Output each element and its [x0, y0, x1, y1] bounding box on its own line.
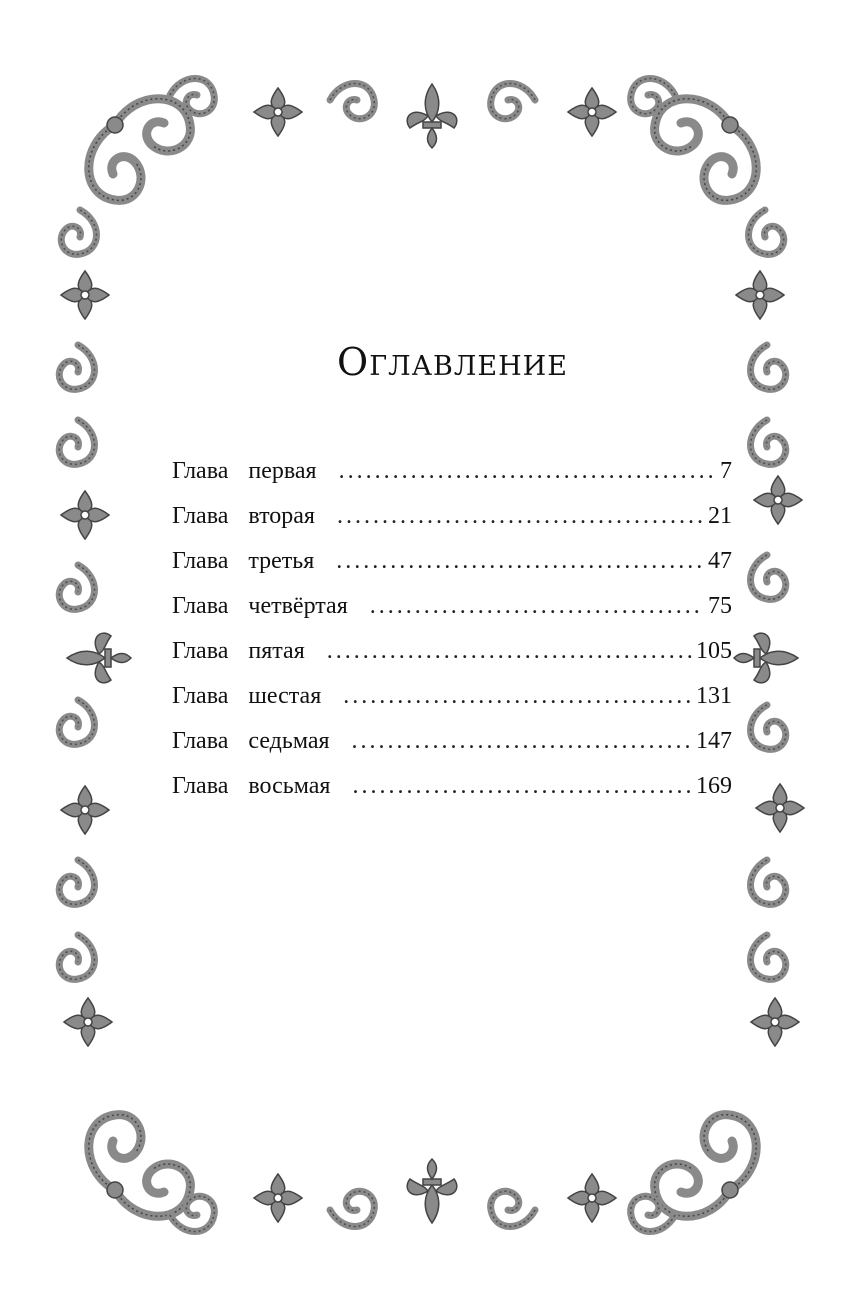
toc-entry[interactable] — [172, 728, 732, 773]
page-number: 105 — [696, 638, 732, 664]
chapter-name: первая — [248, 458, 317, 484]
chapter-label: Глава — [172, 683, 229, 709]
page-number: 131 — [696, 683, 732, 709]
dot-leader — [336, 548, 704, 575]
toc-entry[interactable] — [172, 683, 732, 728]
dot-leader — [352, 773, 692, 800]
table-of-contents — [172, 458, 732, 818]
chapter-label: Глава — [172, 503, 229, 529]
page-title: Оглавление — [337, 340, 568, 384]
chapter-label: Глава — [172, 593, 229, 619]
toc-entry[interactable] — [172, 458, 732, 503]
chapter-name: восьмая — [248, 773, 331, 799]
dot-leader — [339, 458, 716, 485]
chapter-label: Глава — [172, 458, 229, 484]
chapter-name: седьмая — [248, 728, 330, 754]
toc-entry[interactable] — [172, 548, 732, 593]
dot-leader — [337, 503, 704, 530]
chapter-name: четвёртая — [248, 593, 348, 619]
chapter-name: шестая — [248, 683, 322, 709]
page-number: 47 — [708, 548, 732, 574]
dot-leader — [327, 638, 692, 665]
toc-entry[interactable] — [172, 503, 732, 548]
chapter-name: третья — [248, 548, 315, 574]
dot-leader — [352, 728, 692, 755]
toc-entry[interactable] — [172, 773, 732, 818]
page-number: 75 — [708, 593, 732, 619]
page-number: 169 — [696, 773, 732, 799]
page-number: 147 — [696, 728, 732, 754]
dot-leader — [343, 683, 692, 710]
chapter-label: Глава — [172, 638, 229, 664]
chapter-label: Глава — [172, 728, 229, 754]
toc-entry[interactable] — [172, 593, 732, 638]
page-number: 21 — [708, 503, 732, 529]
chapter-label: Глава — [172, 548, 229, 574]
chapter-name: вторая — [248, 503, 315, 529]
page-number: 7 — [720, 458, 732, 484]
chapter-name: пятая — [248, 638, 305, 664]
dot-leader — [370, 593, 704, 620]
toc-entry[interactable] — [172, 638, 732, 683]
chapter-label: Глава — [172, 773, 229, 799]
